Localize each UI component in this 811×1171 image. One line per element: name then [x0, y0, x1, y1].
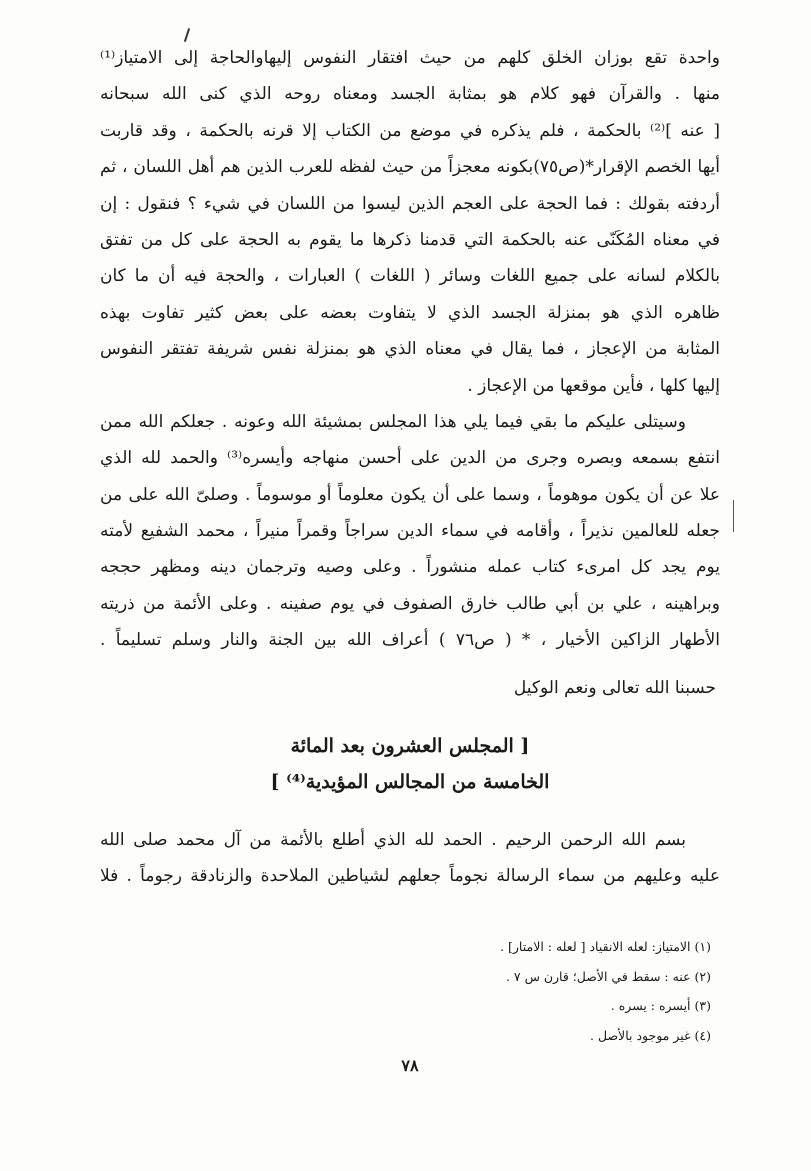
text-line: انتفع بسمعه وبصره وجرى من الدين على أحسن منهاجه وأيسره⁽³⁾ والحمد لله الذي [100, 448, 720, 469]
text-line: المثابة من الإعجاز ، فما يقال في معناه الذي هو بمنزلة نفس شريفة تفتقر النفوس [100, 339, 720, 360]
text-line: إليها كلها ، فأين موقعها من الإعجاز . [467, 375, 720, 396]
text-line: أردفته بقولك : فما الحجة على العجم الذين ليسوا من اللسان في شيء ؟ فنقول : إن [100, 193, 720, 214]
footnote: (٣) أيسره : يسره . [610, 998, 711, 1013]
text-line: في معناه المُكَنّى عنه بالحكمة التي قدمنا ذكرها ما يقوم به الحجة على كل من تفتق [100, 229, 720, 250]
main-paragraph [100, 40, 720, 659]
text-line: عليه وعليهم من سماء الرسالة نجوماً جعلهم لشياطين الملاحدة والزنادقة رجوماً . فلا [100, 866, 720, 887]
text-line: أيها الخصم الإقرار*(ص٧٥)بكونه معجزاً من حيث لفظه للعرب الذين هم أهل اللسان ، ثم [100, 157, 720, 178]
footnote: (٤) غير موجود بالأصل . [590, 1027, 711, 1043]
text-line: [ عنه ]⁽²⁾ بالحكمة ، فلم يذكره في موضع من الكتاب إلا قرنه بالحكمة ، وقد قاربت [100, 120, 720, 141]
scan-margin-bracket [733, 500, 734, 532]
text-line: بسم الله الرحمن الرحيم . الحمد لله الذي أطلع بالأئمة من آل محمد صلى الله [100, 830, 686, 850]
footnotes [411, 932, 711, 1050]
section-heading-line-2: الخامسة من المجالس المؤيدية⁽⁴⁾ ] [270, 771, 550, 793]
text-line: واحدة تقع بوزان الخلق كلهم من حيث افتقار النفوس إليهاوالحاجة إلى الامتياز⁽¹⁾ [100, 48, 720, 68]
footnote: (١) الامتياز: لعله الانقياد [ لعله : الامتار] . [500, 939, 711, 954]
text-line: علا عن أن يكون موهوماً ، وسما على أن يكون معلوماً أو موسوماً . وصلىّ الله على من [100, 484, 720, 505]
section-heading-line-1: [ المجلس العشرون بعد المائة [290, 735, 530, 757]
text-line: وبراهينه ، علي بن أبي طالب خارق الصفوف في يوم صفينه . وعلى الأئمة من ذريته [100, 593, 720, 614]
closing-formula: حسبنا الله تعالى ونعم الوكيل [513, 678, 716, 698]
text-line: جعله للعالمين نذيراً ، وأقامه في سماء الدين سراجاً وقمراً منيراً ، محمد الشفيع لأمته [100, 521, 720, 542]
text-line: يوم يجد كل امرىء كتاب عمله منشوراً . وعلى وصيه وترجمان دينه ومظهر حججه [100, 557, 720, 578]
text-line: منها . والقرآن فهو كلام هو بمثابة الجسد ومعناه روحه الذي كنى الله سبحانه [100, 84, 720, 105]
footnote: (٢) عنه : سقط في الأصل؛ قارن س ٧ . [505, 968, 711, 984]
page-number: ٧٨ [401, 1056, 419, 1075]
intro-paragraph [100, 822, 720, 895]
text-line: بالكلام لسانه على جميع اللغات وسائر ( اللغات ) العبارات ، والحجة فيه أن ما كان [100, 266, 720, 287]
text-line: ظاهره الذي هو بمنزلة الجسد الذي لا يتفاوت بعضه على بعض كثير تفاوت بهذه [100, 302, 720, 323]
text-line: وسيتلى عليكم ما بقي فيما يلي هذا المجلس بمشيئة الله وعونه . جعلكم الله ممن [100, 411, 686, 432]
text-line: الأطهار الزاكين الأخيار ، * ( ص٧٦ ) أعراف الله بين الجنة والنار وسلم تسليماً . [100, 630, 720, 651]
